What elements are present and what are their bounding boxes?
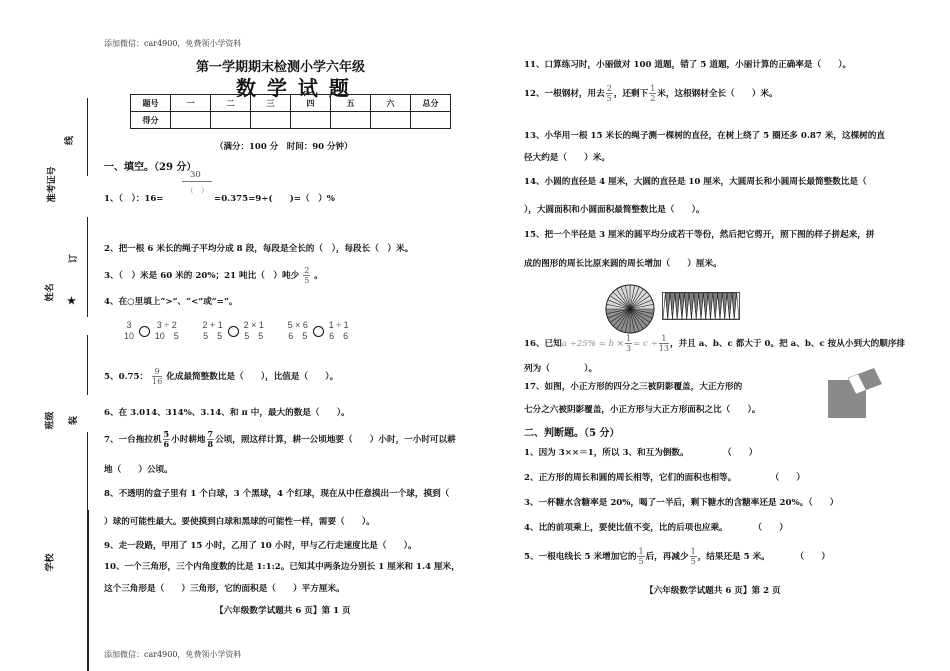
q16-line (524, 334, 905, 353)
score-cell: 一 (171, 95, 211, 112)
section1-heading: 一、填空。（29 分） (104, 162, 197, 173)
q15-text-b: 成的图形的周长比原来圆的周长增加（ ）厘米。 (524, 259, 722, 269)
q14-text-b: ），大圆面积和小圆面积最简整数比是（ ）。 (524, 205, 705, 215)
q1-numerator: 30 (190, 170, 201, 180)
q5-numerator: 9 (152, 367, 162, 377)
judge-5-text-c: ，结果还是 5 米。 （ ） (697, 552, 830, 562)
footer-page2: 【六年级数学试题共 6 页】第 2 页 (645, 586, 781, 596)
star-icon: ★ (67, 296, 76, 307)
q7-text-c: 公顷，照这样计算，耕一公顷地要（ ）小时，一小时可以耕 (215, 435, 456, 445)
section2-heading: 二、判断题。（5 分） (524, 428, 620, 439)
q16-denominator-2: 13 (658, 344, 669, 353)
cmp3-right-bottom: 6 6 (329, 331, 349, 341)
footer-page1: 【六年级数学试题共 6 页】第 1 页 (215, 606, 351, 616)
q9-text: 9、走一段路，甲用了 15 小时，乙用了 10 小时，甲与乙行走速度比是（ ）。 (104, 541, 417, 551)
rearranged-strip-figure (662, 292, 740, 320)
judge-4: 4、比的前项乘上，要使比值不变，比的后项也应乘。 （ ） (524, 523, 788, 533)
cmp3-left-bottom: 6 5 (288, 331, 308, 341)
judge-1: 1、因为 3××＝1，所以 3、和互为倒数。 （ ） (524, 448, 758, 458)
q5-text-a: 5、0.75： (104, 372, 149, 382)
watermark-bottom: 添加微信：car4900，免费领小学资料 (104, 650, 242, 659)
q3-denominator: 5 (304, 276, 310, 285)
cmp2-left (203, 320, 223, 342)
judge-5-denominator-2: 5 (690, 557, 696, 566)
q16-expression-2: = c ÷ (633, 339, 658, 349)
q3-fraction (303, 266, 310, 285)
score-input-cell[interactable] (411, 112, 451, 129)
binding-line-3 (87, 335, 88, 395)
score-input-cell[interactable] (371, 112, 411, 129)
cmp1-left-top: 3 (126, 320, 132, 330)
score-input-cell[interactable] (251, 112, 291, 129)
judge-5-numerator-1: 1 (638, 547, 644, 556)
judge-5-text-a: 5、一根电线长 5 米增加它的 (524, 552, 637, 562)
q16-fraction-1 (625, 334, 632, 353)
cmp1-left (124, 320, 134, 342)
q13-text-b: 径大约是（ ）米。 (524, 153, 610, 163)
q3-text-b: 。 (314, 271, 323, 281)
score-cell: 二 (211, 95, 251, 112)
q12-text-b: ，还剩下 (613, 89, 649, 99)
q5-text-b: 化成最简整数比是（ ），比值是（ ）。 (166, 372, 339, 382)
compare-circle-3[interactable] (313, 326, 324, 337)
score-input-cell[interactable] (331, 112, 371, 129)
q16-numerator-2: 1 (659, 334, 669, 344)
score-table (130, 94, 451, 129)
judge-5-denominator-1: 5 (638, 557, 644, 566)
q4-text: 4、在○里填上“>”、“<”或“=”。 (104, 297, 238, 307)
q7-text-b: 小时耕地 (171, 435, 206, 445)
q16-fraction-2 (659, 334, 669, 353)
binding-line-2 (87, 217, 88, 317)
q6-text: 6、在 3.014、314%、3.14、和 π 中，最大的数是（ ）。 (104, 408, 350, 418)
q8-text-a: 8、不透明的盒子里有 1 个白球，3 个黑球，4 个红球，现在从中任意摸出一个球，摸到（ (104, 489, 450, 499)
score-cell: 四 (291, 95, 331, 112)
q16-text-a: 16、已知 (524, 339, 562, 349)
q12-text-c: 米，这根钢材全长（ ）米。 (657, 89, 778, 99)
q7-line (104, 430, 456, 449)
watermark-top: 添加微信：car4900，免费领小学资料 (104, 39, 242, 48)
judge-5-line (524, 547, 830, 566)
binding-line-1 (87, 98, 88, 176)
q7-numerator-1: 5 (163, 429, 170, 439)
q15-text-a: 15、把一个半径是 3 厘米的圆平均分成若干等份，然后把它剪开，照下图的样子拼起来，拼 (524, 230, 875, 240)
judge-5-text-b: 后，再减少 (645, 552, 689, 562)
cmp2-left-top: 2 + 1 (202, 320, 223, 330)
q12-line (524, 84, 778, 103)
score-cell: 三 (251, 95, 291, 112)
q1-denominator: （ ） (186, 186, 209, 195)
judge-2: 2、正方形的周长和圆的周长相等，它们的面积也相等。 （ ） (524, 473, 805, 483)
class-label: 班级 (45, 411, 56, 430)
q7-numerator-2: 7 (207, 429, 214, 439)
q16-numerator-1: 1 (626, 334, 632, 343)
compare-circle-1[interactable] (139, 326, 150, 337)
q5-line (104, 367, 338, 386)
q12-numerator-1: 2 (606, 84, 612, 93)
q2-text: 2、把一根 6 米长的绳子平均分成 8 段，每段是全长的（ ），每段长（ ）米。 (104, 244, 414, 254)
exam-number-label: 准考证号 (47, 166, 58, 203)
score-table-row (131, 95, 451, 112)
score-table-row (131, 112, 451, 129)
judge-5-numerator-2: 1 (690, 547, 696, 556)
line-label: 线 (65, 135, 76, 146)
score-input-cell[interactable] (171, 112, 211, 129)
binding-line-5 (87, 510, 89, 671)
judge-5-fraction-2 (690, 547, 697, 566)
title-line1: 第一学期期末检测小学六年级 (196, 60, 366, 75)
compare-circle-2[interactable] (228, 326, 239, 337)
q7-fraction-2 (207, 430, 215, 449)
q1-fraction-bar (182, 181, 212, 182)
q12-fraction-2 (649, 84, 656, 103)
q8-text-b: ）球的可能性最大。要使摸到白球和黑球的可能性一样，需要（ ）。 (104, 517, 375, 527)
score-cell: 六 (371, 95, 411, 112)
seal-label: 装 (69, 415, 80, 426)
cmp1-right-bottom: 10 5 (154, 331, 179, 341)
q7-text-d: 地（ ）公顷。 (104, 465, 173, 475)
q10-text-b: 这个三角形是（ ）三角形，它的面积是（ ）平方厘米。 (104, 584, 345, 594)
score-input-cell[interactable] (291, 112, 331, 129)
q3-text-a: 3、（ ）米是 60 米的 20%；21 吨比（ ）吨少 (104, 271, 300, 281)
q5-fraction (152, 367, 162, 386)
cmp1-left-bottom: 10 (124, 331, 135, 341)
q3-numerator: 2 (304, 266, 310, 275)
score-cell: 总分 (411, 95, 451, 112)
q1-text-b: =0.375=9÷( )=（ ）% (214, 194, 335, 204)
q10-text-a: 10、一个三角形，三个内角度数的比是 1:1:2。已知其中两条边分别长 1 厘米和 1.4 厘米， (104, 562, 460, 572)
q12-denominator-1: 5 (606, 94, 612, 103)
q17-text-a: 17、如图，小正方形的四分之三被阴影覆盖，大正方形的 (524, 382, 743, 392)
q12-fraction-1 (606, 84, 613, 103)
score-cell: 五 (331, 95, 371, 112)
bind-label: 订 (69, 253, 80, 264)
q16-expression-1: a ÷25% = b × (561, 339, 625, 349)
cmp2-right-bottom: 5 5 (244, 331, 264, 341)
q7-denominator-1: 6 (163, 439, 170, 449)
school-label: 学校 (45, 553, 56, 572)
q12-denominator-2: 2 (650, 94, 656, 103)
cmp3-left-top: 5 × 6 (287, 320, 308, 330)
q14-text-a: 14、小圆的直径是 4 厘米，大圆的直径是 10 厘米，大圆周长和小圆周长最简整数比是（ (524, 177, 867, 187)
q7-fraction-1 (163, 430, 171, 449)
judge-5-fraction-1 (637, 547, 644, 566)
divided-circle-figure (604, 283, 656, 335)
q16-text-b: ，并且 a、b、c 都大于 0。把 a、b、c 按从小到大的顺序排 (669, 339, 906, 349)
q12-numerator-2: 1 (650, 84, 656, 93)
overlapping-squares-figure (826, 368, 884, 420)
cmp2-left-bottom: 5 5 (203, 331, 223, 341)
cmp3-right (329, 320, 349, 342)
score-input-cell[interactable] (211, 112, 251, 129)
cmp3-left (288, 320, 308, 342)
cmp1-right-top: 3 ÷ 2 (156, 320, 177, 330)
cmp3-right-top: 1 ÷ 1 (328, 320, 349, 330)
q3-line (104, 266, 323, 285)
binding-line-4 (87, 432, 88, 511)
q11-text: 11、口算练习时，小丽做对 100 道题，错了 5 道题，小丽计算的正确率是（ ）。 (524, 60, 852, 70)
cmp2-right (244, 320, 264, 342)
q5-denominator: 16 (152, 377, 163, 386)
title-line2: 数 学 试 题 (236, 76, 351, 100)
q17-text-b: 七分之六被阴影覆盖，小正方形与大正方形面积之比（ ）。 (524, 405, 761, 415)
score-cell: 得分 (131, 112, 171, 129)
score-cell: 题号 (131, 95, 171, 112)
q4-compare-row (124, 320, 349, 342)
q1-text-a: 1、（ ）：16= (104, 194, 164, 204)
cmp2-right-top: 2 × 1 (243, 320, 264, 330)
q7-text-a: 7、一台拖拉机 (104, 435, 162, 445)
q16-denominator-1: 3 (626, 344, 632, 353)
judge-3: 3、一杯糖水含糖率是 20%，喝了一半后，剩下糖水的含糖率还是 20%。（ ） (524, 498, 839, 508)
q7-denominator-2: 8 (207, 439, 214, 449)
name-label: 姓名 (45, 283, 56, 302)
q13-text-a: 13、小华用一根 15 米长的绳子测一棵树的直径，在树上绕了 5 圈还多 0.87 米，这棵树的直 (524, 131, 885, 141)
q12-text-a: 12、一根钢材，用去 (524, 89, 605, 99)
q16-text-c: 列为（ ）。 (524, 364, 598, 374)
exam-meta: （满分：100 分 时间：90 分钟） (215, 142, 353, 152)
cmp1-right (155, 320, 179, 342)
